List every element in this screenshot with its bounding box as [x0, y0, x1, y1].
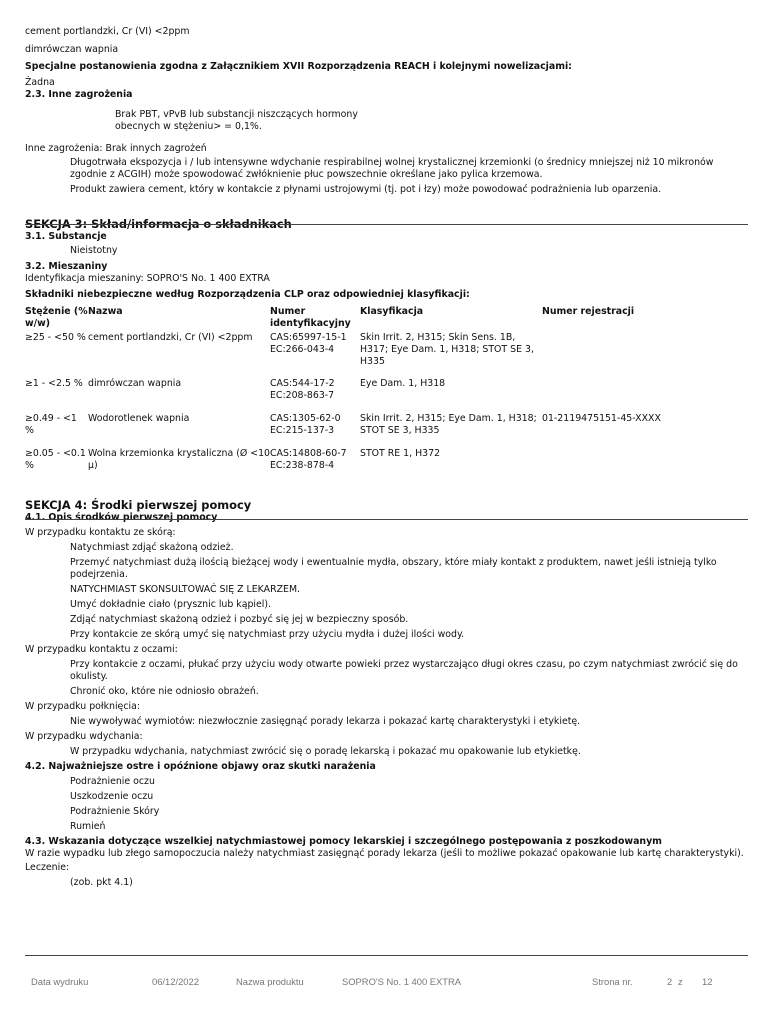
column-header-classification: Klasyfikacja — [360, 306, 424, 317]
cell-registration — [542, 378, 725, 413]
list-item: Przy kontakcie z oczami, płukać przy użyciu wody otwarte powieki przez wystarczająco długi okres czasu, po czym natychmiast zwrócić się do okulisty. — [70, 659, 738, 682]
cell-name: cement portlandzki, Cr (VI) <2ppm — [88, 332, 253, 343]
other-hazards: Inne zagrożenia: Brak innych zagrożeń — [25, 143, 207, 154]
list-item: Zdjąć natychmiast skażoną odzież i pozbyć się jej w bezpieczny sposób. — [70, 614, 409, 625]
section-3-1-heading: 3.1. Substancje — [25, 231, 107, 242]
ec-number: EC:215-137-3 — [270, 425, 335, 436]
ingredient-line: dimrówczan wapnia — [25, 44, 119, 55]
table-row — [25, 413, 725, 448]
cell-classification: Skin Irrit. 2, H315; Eye Dam. 1, H318; STOT SE 3, H335 — [360, 413, 537, 436]
section-4-1-heading: 4.1. Opis środków pierwszej pomocy — [25, 512, 218, 523]
inhalation-label: W przypadku wdychania: — [25, 731, 143, 742]
ec-number: EC:266-043-4 — [270, 344, 335, 355]
cement-note: Produkt zawiera cement, który w kontakcie z płynami ustrojowymi (tj. pot i łzy) może powodować podrażnienia lub oparzenia. — [70, 184, 662, 195]
cell-identifier — [270, 413, 360, 448]
cell-name: dimrówczan wapnia — [88, 378, 182, 389]
pbt-statement — [25, 109, 750, 133]
page-number-label: Strona nr. — [592, 976, 633, 987]
section-4-3-heading: 4.3. Wskazania dotyczące wszelkiej natychmiastowej pomocy lekarskiej i szczególnego postępowania z poszkodowanym — [25, 836, 662, 847]
print-date: 06/12/2022 — [152, 976, 199, 987]
pbt-line: Brak PBT, vPvB lub substancji niszczących hormony — [115, 109, 358, 120]
ec-number: EC:238-878-4 — [270, 460, 335, 471]
components-heading: Składniki niebezpieczne według Rozporządzenia CLP oraz odpowiedniej klasyfikacji: — [25, 289, 470, 300]
eye-contact-label: W przypadku kontaktu z oczami: — [25, 644, 178, 655]
column-header-identifier: Numer identyfikacyjny — [270, 306, 351, 329]
treatment-value: (zob. pkt 4.1) — [70, 877, 133, 888]
section-3-title: SEKCJA 3: Skład/informacja o składnikach — [25, 217, 292, 231]
page-total: 12 — [702, 976, 713, 987]
print-date-label: Data wydruku — [31, 976, 89, 987]
ec-number: EC:208-863-7 — [270, 390, 335, 401]
column-header-name: Nazwa — [88, 306, 123, 317]
page-separator: z — [678, 976, 683, 987]
column-header-registration: Numer rejestracji — [542, 306, 635, 317]
list-item: Chronić oko, które nie odniosło obrażeń. — [70, 686, 259, 697]
section-4-2-heading: 4.2. Najważniejsze ostre i opóźnione objawy oraz skutki narażenia — [25, 761, 376, 772]
list-item: Rumień — [70, 821, 106, 832]
treatment-label: Leczenie: — [25, 862, 70, 873]
cell-classification: Skin Irrit. 2, H315; Skin Sens. 1B, H317; Eye Dam. 1, H318; STOT SE 3, H335 — [360, 332, 534, 367]
list-item: Nie wywoływać wymiotów: niezwłocznie zasięgnąć porady lekarza i pokazać kartę charakterystyki i etykietę. — [70, 716, 581, 727]
table-row — [25, 378, 725, 413]
table-row — [25, 332, 725, 378]
list-item: Przy kontakcie ze skórą umyć się natychmiast przy użyciu mydła i dużej ilości wody. — [70, 629, 465, 640]
section-4-title: SEKCJA 4: Środki pierwszej pomocy — [25, 498, 252, 512]
list-item: Umyć dokładnie ciało (prysznic lub kąpiel). — [70, 599, 272, 610]
cas-number: CAS:14808-60-7 — [270, 448, 347, 459]
mixture-identification: Identyfikacja mieszaniny: SOPRO'S No. 1 400 EXTRA — [25, 273, 270, 284]
product-name-label: Nazwa produktu — [236, 976, 304, 987]
cell-classification: Eye Dam. 1, H318 — [360, 378, 446, 389]
cell-identifier — [270, 332, 360, 378]
cell-identifier — [270, 448, 360, 474]
page-footer — [0, 976, 768, 990]
components-table — [25, 306, 725, 474]
page-number: 2 — [667, 976, 673, 987]
list-item: Podrażnienie Skóry — [70, 806, 160, 817]
cell-concentration: ≥0.05 - <0.1 % — [25, 448, 86, 471]
cas-number: CAS:544-17-2 — [270, 378, 335, 389]
cell-registration — [542, 332, 725, 378]
cas-number: CAS:1305-62-0 — [270, 413, 341, 424]
section-divider — [25, 519, 748, 520]
section-divider — [25, 224, 748, 225]
section-3-1-value: Nieistotny — [70, 245, 118, 256]
cell-registration: 01-2119475151-45-XXXX — [542, 413, 661, 424]
list-item: Przemyć natychmiast dużą ilością bieżącej wody i ewentualnie mydła, obszary, które miały kontakt z produktem, nawet jeśli istnieją tylko podejrzenia. — [70, 557, 717, 580]
list-item: Natychmiast zdjąć skażoną odzież. — [70, 542, 234, 553]
annex-heading: Specjalne postanowienia zgodna z Załącznikiem XVII Rozporządzenia REACH i kolejnymi nowelizacjami: — [25, 61, 572, 72]
product-name: SOPRO'S No. 1 400 EXTRA — [342, 976, 462, 987]
annex-value: Żadna — [25, 77, 55, 88]
cell-registration — [542, 448, 725, 474]
skin-contact-label: W przypadku kontaktu ze skórą: — [25, 527, 176, 538]
document-page — [25, 26, 750, 889]
section-3-2-heading: 3.2. Mieszaniny — [25, 261, 108, 272]
cell-concentration: ≥25 - <50 % — [25, 332, 86, 343]
cell-concentration: ≥0.49 - <1 % — [25, 413, 77, 436]
list-item: Uszkodzenie oczu — [70, 791, 154, 802]
cell-classification: STOT RE 1, H372 — [360, 448, 441, 459]
list-item: Podrażnienie oczu — [70, 776, 155, 787]
table-row — [25, 448, 725, 474]
ingredient-line: cement portlandzki, Cr (VI) <2ppm — [25, 26, 190, 37]
cell-identifier — [270, 378, 360, 413]
footer-divider — [25, 955, 748, 956]
column-header-concentration: Stężenie (% w/w) — [25, 306, 88, 329]
list-item: NATYCHMIAST SKONSULTOWAĆ SIĘ Z LEKARZEM. — [70, 584, 301, 595]
silica-note: Długotrwała ekspozycja i / lub intensywne wdychanie respirabilnej wolnej krystalicznej krzemionki (o średnicy mniejszej niż 10 mikronów zgodnie z ACGIH) może spowodować zwłóknienie płuc powszechnie określane jako pylica krzemowa. — [70, 157, 714, 180]
cell-name: Wodorotlenek wapnia — [88, 413, 190, 424]
cas-number: CAS:65997-15-1 — [270, 332, 347, 343]
table-header-row — [25, 306, 725, 332]
section-4-3-text: W razie wypadku lub złego samopoczucia należy natychmiast zasięgnąć porady lekarza (jeśli to możliwe pokazać opakowanie lub kartę charakterystyki). — [25, 848, 744, 859]
cell-concentration: ≥1 - <2.5 % — [25, 378, 83, 389]
cell-name: Wolna krzemionka krystaliczna (Ø <10 μ) — [88, 448, 270, 471]
list-item: W przypadku wdychania, natychmiast zwrócić się o poradę lekarską i pokazać mu opakowanie lub etykietkę. — [70, 746, 581, 757]
section-2-3-heading: 2.3. Inne zagrożenia — [25, 89, 133, 100]
ingestion-label: W przypadku połknięcia: — [25, 701, 140, 712]
pbt-line: obecnych w stężeniu> = 0,1%. — [115, 121, 262, 132]
